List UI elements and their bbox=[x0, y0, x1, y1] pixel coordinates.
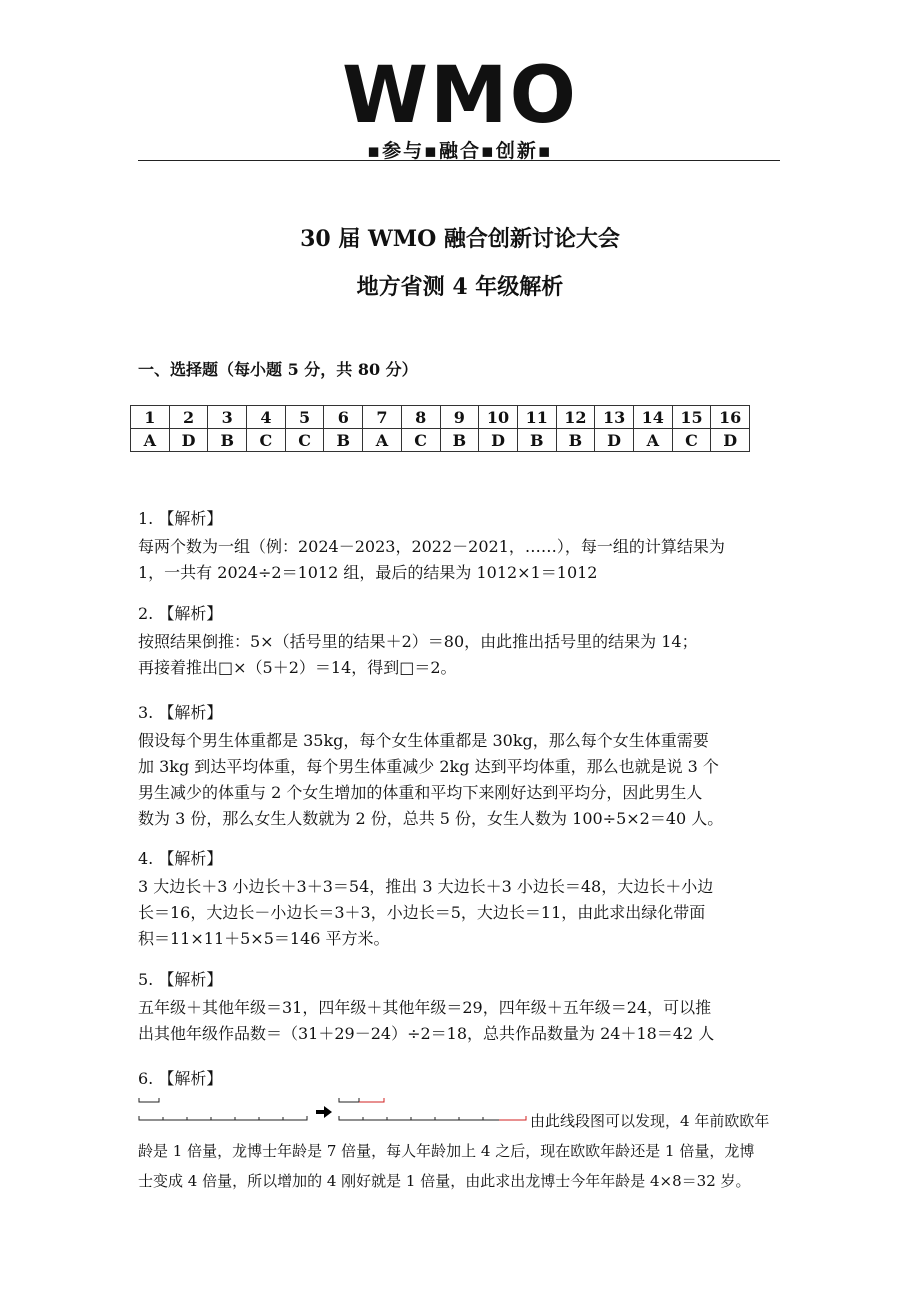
solution-heading: 6. 【解析】 bbox=[138, 1069, 223, 1088]
answer-table-number-row bbox=[131, 406, 750, 429]
answer-cell: C bbox=[285, 429, 324, 452]
question-number-cell: 6 bbox=[324, 406, 363, 429]
answer-table bbox=[130, 405, 750, 452]
answer-cell: B bbox=[324, 429, 363, 452]
document-subtitle: 地方省测 4 年级解析 bbox=[356, 274, 564, 300]
question-number-cell: 16 bbox=[711, 406, 750, 429]
solution-line: 加 3kg 到达平均体重，每个男生体重减少 2kg 达到平均体重，那么也就是说 3 个 bbox=[138, 757, 719, 776]
solution-heading: 5. 【解析】 bbox=[138, 970, 223, 989]
answer-cell: B bbox=[208, 429, 247, 452]
question-number-cell: 12 bbox=[556, 406, 595, 429]
solution-line: 龄是 1 倍量，龙博士年龄是 7 倍量，每人年龄加上 4 之后，现在欧欧年龄还是 1 倍量，龙博 bbox=[138, 1142, 755, 1160]
question-number-cell: 8 bbox=[401, 406, 440, 429]
solution-line: 再接着推出□×（5＋2）＝14，得到□＝2。 bbox=[138, 658, 457, 677]
solution-line: 数为 3 份，那么女生人数就为 2 份，总共 5 份，女生人数为 100÷5×2＝40 人。 bbox=[138, 809, 724, 828]
document-title: 30 届 WMO 融合创新讨论大会 bbox=[300, 226, 620, 252]
answer-cell: D bbox=[169, 429, 208, 452]
answer-cell: D bbox=[479, 429, 518, 452]
answer-cell: B bbox=[440, 429, 479, 452]
diagram-caption: 由此线段图可以发现，4 年前欧欧年 bbox=[530, 1112, 770, 1130]
answer-cell: C bbox=[672, 429, 711, 452]
oou-before-segment bbox=[139, 1098, 159, 1102]
before-segments bbox=[139, 1098, 307, 1120]
answer-cell: C bbox=[247, 429, 286, 452]
arrow-icon bbox=[316, 1106, 332, 1118]
solution-line: 按照结果倒推：5×（括号里的结果＋2）＝80，由此推出括号里的结果为 14； bbox=[138, 632, 698, 651]
question-number-cell: 11 bbox=[517, 406, 556, 429]
answer-cell: C bbox=[401, 429, 440, 452]
solution-line: 积＝11×11＋5×5＝146 平方米。 bbox=[138, 929, 390, 948]
question-number-cell: 4 bbox=[247, 406, 286, 429]
header-divider bbox=[138, 160, 780, 161]
solution-3 bbox=[138, 700, 783, 832]
section-heading: 一、选择题（每小题 5 分，共 80 分） bbox=[138, 360, 418, 379]
solution-line: 假设每个男生体重都是 35kg，每个女生体重都是 30kg，那么每个女生体重需要 bbox=[138, 731, 709, 750]
answer-table-answer-row bbox=[131, 429, 750, 452]
dragon-before-segment bbox=[139, 1116, 307, 1120]
answer-cell: A bbox=[363, 429, 402, 452]
solution-line: 每两个数为一组（例：2024－2023，2022－2021，……），每一组的计算结果为 bbox=[138, 537, 725, 556]
solution-6-body bbox=[138, 1136, 783, 1196]
segment-diagram bbox=[138, 1094, 538, 1128]
solution-2 bbox=[138, 601, 783, 681]
logo-slogan: ▪参与▪融合▪创新▪ bbox=[367, 140, 553, 162]
oou-after-segment bbox=[339, 1098, 359, 1102]
question-number-cell: 1 bbox=[131, 406, 170, 429]
added-segments bbox=[359, 1098, 526, 1120]
answer-cell: B bbox=[517, 429, 556, 452]
solution-heading: 4. 【解析】 bbox=[138, 849, 223, 868]
oou-added-segment bbox=[359, 1098, 384, 1102]
question-number-cell: 9 bbox=[440, 406, 479, 429]
question-number-cell: 5 bbox=[285, 406, 324, 429]
question-number-cell: 13 bbox=[595, 406, 634, 429]
answer-cell: A bbox=[633, 429, 672, 452]
answer-cell: B bbox=[556, 429, 595, 452]
answer-cell: D bbox=[711, 429, 750, 452]
solution-line: 长＝16，大边长－小边长＝3＋3，小边长＝5，大边长＝11，由此求出绿化带面 bbox=[138, 903, 706, 922]
wmo-logo bbox=[0, 51, 920, 163]
solution-line: 五年级＋其他年级＝31，四年级＋其他年级＝29，四年级＋五年级＝24，可以推 bbox=[138, 998, 712, 1017]
question-number-cell: 7 bbox=[363, 406, 402, 429]
dragon-added-segment bbox=[499, 1116, 526, 1120]
question-number-cell: 2 bbox=[169, 406, 208, 429]
dragon-after-segment bbox=[339, 1116, 499, 1120]
question-number-cell: 15 bbox=[672, 406, 711, 429]
solution-1 bbox=[138, 506, 783, 586]
solution-heading: 3. 【解析】 bbox=[138, 703, 223, 722]
solution-line: 出其他年级作品数＝（31＋29－24）÷2＝18，总共作品数量为 24＋18＝42 人 bbox=[138, 1024, 715, 1043]
question-number-cell: 3 bbox=[208, 406, 247, 429]
solution-line: 1，一共有 2024÷2＝1012 组，最后的结果为 1012×1＝1012 bbox=[138, 563, 598, 582]
solution-heading: 2. 【解析】 bbox=[138, 604, 223, 623]
question-number-cell: 10 bbox=[479, 406, 518, 429]
solution-line: 士变成 4 倍量，所以增加的 4 刚好就是 1 倍量，由此求出龙博士今年年龄是 4×8＝32 岁。 bbox=[138, 1172, 751, 1190]
answer-cell: A bbox=[131, 429, 170, 452]
solution-6 bbox=[138, 1066, 783, 1094]
solution-4 bbox=[138, 846, 783, 952]
answer-cell: D bbox=[595, 429, 634, 452]
solution-5 bbox=[138, 967, 783, 1047]
solution-line: 男生减少的体重与 2 个女生增加的体重和平均下来刚好达到平均分，因此男生人 bbox=[138, 783, 703, 802]
solution-heading: 1. 【解析】 bbox=[138, 509, 223, 528]
logo-mark: WMO bbox=[342, 51, 578, 141]
after-segments bbox=[339, 1098, 499, 1120]
solution-line: 3 大边长＋3 小边长＋3＋3＝54，推出 3 大边长＋3 小边长＝48，大边长＋小边 bbox=[138, 877, 714, 896]
question-number-cell: 14 bbox=[633, 406, 672, 429]
